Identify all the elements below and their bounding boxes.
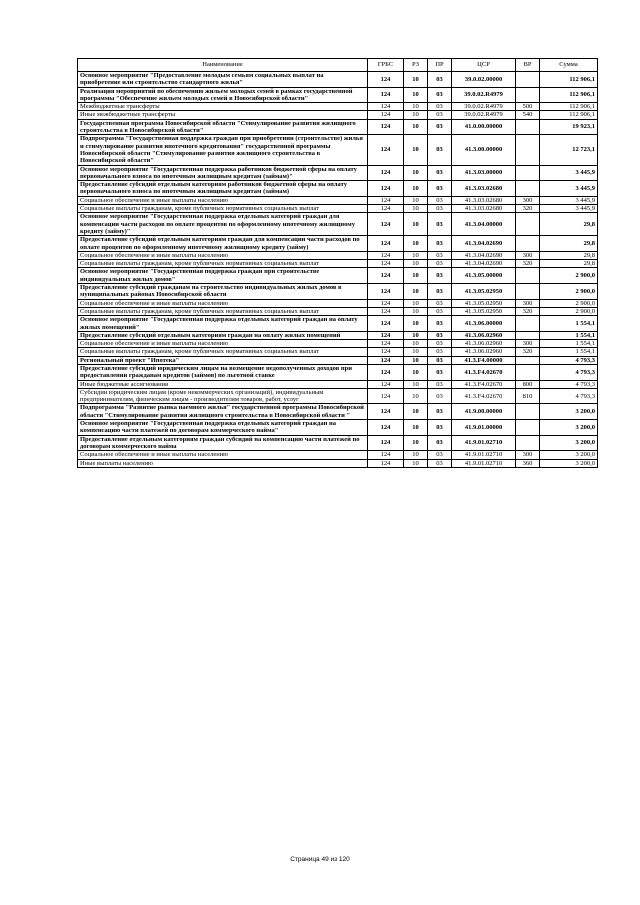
- cell-sum: 3 445,9: [540, 196, 598, 204]
- cell-vr: 320: [516, 205, 540, 213]
- cell-rz: 10: [404, 165, 428, 181]
- cell-pr: 03: [428, 316, 452, 332]
- cell-vr: [516, 435, 540, 451]
- cell-pr: 03: [428, 165, 452, 181]
- cell-vr: 300: [516, 299, 540, 307]
- cell-name: Социальное обеспечение и иные выплаты населению: [78, 451, 368, 459]
- cell-csr: 39.0.02.R4979: [452, 103, 516, 111]
- cell-rz: 10: [404, 420, 428, 436]
- cell-csr: 41.9.01.02710: [452, 451, 516, 459]
- cell-pr: 03: [428, 331, 452, 339]
- cell-csr: 39.0.02.R4979: [452, 87, 516, 103]
- cell-pr: 03: [428, 348, 452, 356]
- cell-sum: 3 200,0: [540, 459, 598, 467]
- cell-name: Социальное обеспечение и иные выплаты населению: [78, 251, 368, 259]
- cell-sum: 1 554,1: [540, 340, 598, 348]
- cell-name: Предоставление отдельным категориям граждан субсидий на компенсацию части платежей по договорам коммерческого найма: [78, 435, 368, 451]
- table-row: [78, 236, 598, 252]
- cell-rz: 10: [404, 284, 428, 300]
- cell-pr: 03: [428, 236, 452, 252]
- cell-vr: [516, 420, 540, 436]
- cell-vr: [516, 268, 540, 284]
- cell-rz: 10: [404, 213, 428, 236]
- cell-csr: 41.9.01.02710: [452, 435, 516, 451]
- cell-sum: 112 906,1: [540, 111, 598, 119]
- table-row: [78, 111, 598, 119]
- table-row: [78, 251, 598, 259]
- cell-sum: 2 900,0: [540, 299, 598, 307]
- cell-name: Социальные выплаты гражданам, кроме публичных нормативных социальных выплат: [78, 307, 368, 315]
- cell-csr: 41.9.01.00000: [452, 420, 516, 436]
- table-row: [78, 165, 598, 181]
- cell-sum: 2 900,0: [540, 284, 598, 300]
- cell-grbs: 124: [368, 213, 404, 236]
- cell-name: Реализация мероприятий по обеспечению жильем молодых семей в рамках государственной программы "Обеспечение жильем молодых семей в Новосибирской области": [78, 87, 368, 103]
- cell-rz: 10: [404, 316, 428, 332]
- cell-grbs: 124: [368, 268, 404, 284]
- cell-csr: 41.3.F4.00000: [452, 356, 516, 364]
- table-row: [78, 135, 598, 165]
- table-row: [78, 340, 598, 348]
- cell-sum: 2 900,0: [540, 268, 598, 284]
- cell-name: Государственная программа Новосибирской области "Стимулирование развития жилищного строительства в Новосибирской области": [78, 119, 368, 135]
- header-csr: ЦСР: [452, 59, 516, 72]
- cell-rz: 10: [404, 135, 428, 165]
- cell-vr: 300: [516, 340, 540, 348]
- cell-vr: [516, 213, 540, 236]
- cell-grbs: 124: [368, 251, 404, 259]
- cell-pr: 03: [428, 340, 452, 348]
- table-row: [78, 72, 598, 88]
- cell-pr: 03: [428, 435, 452, 451]
- table-row: [78, 205, 598, 213]
- cell-sum: 3 445,9: [540, 165, 598, 181]
- cell-grbs: 124: [368, 299, 404, 307]
- cell-name: Подпрограмма "Развитие рынка наемного жилья" государственной программы Новосибирской области "Стимулирование развития жилищного строительства в Новосибирской области ": [78, 404, 368, 420]
- cell-grbs: 124: [368, 356, 404, 364]
- cell-name: Основное мероприятие "Государственная поддержка работников бюджетной сферы на оплату первоначального взноса по ипотечным жилищным кредитам (займам)": [78, 165, 368, 181]
- table-header-row: [78, 59, 598, 72]
- cell-sum: 29,8: [540, 213, 598, 236]
- cell-pr: 03: [428, 307, 452, 315]
- cell-rz: 10: [404, 236, 428, 252]
- cell-grbs: 124: [368, 420, 404, 436]
- cell-csr: 41.3.06.02960: [452, 348, 516, 356]
- cell-csr: 41.9.01.02710: [452, 459, 516, 467]
- table-row: [78, 260, 598, 268]
- cell-grbs: 124: [368, 135, 404, 165]
- cell-grbs: 124: [368, 340, 404, 348]
- table-row: [78, 364, 598, 380]
- cell-vr: [516, 316, 540, 332]
- cell-csr: 41.3.04.02690: [452, 251, 516, 259]
- cell-pr: 03: [428, 251, 452, 259]
- cell-csr: 41.3.F4.02670: [452, 388, 516, 404]
- cell-grbs: 124: [368, 72, 404, 88]
- cell-name: Предоставление субсидий отдельным категориям граждан для компенсации части расходов по оплате процентов по оформленному ипотечному жилищному кредиту (займу): [78, 236, 368, 252]
- cell-sum: 112 906,1: [540, 87, 598, 103]
- cell-name: Предоставление субсидий отдельным категориям граждан на оплату жилых помещений: [78, 331, 368, 339]
- cell-grbs: 124: [368, 435, 404, 451]
- cell-pr: 03: [428, 103, 452, 111]
- table-row: [78, 356, 598, 364]
- table-row: [78, 103, 598, 111]
- cell-vr: [516, 181, 540, 197]
- cell-name: Основное мероприятие "Государственная поддержка отдельных категорий граждан на компенсацию части платежей по договорам коммерческого найма": [78, 420, 368, 436]
- cell-rz: 10: [404, 451, 428, 459]
- cell-pr: 03: [428, 284, 452, 300]
- cell-csr: 41.3.06.02960: [452, 340, 516, 348]
- table-row: [78, 87, 598, 103]
- cell-grbs: 124: [368, 404, 404, 420]
- cell-vr: [516, 165, 540, 181]
- cell-rz: 10: [404, 119, 428, 135]
- cell-name: Межбюджетные трансферты: [78, 103, 368, 111]
- cell-csr: 41.0.00.00000: [452, 119, 516, 135]
- cell-csr: 41.9.00.00000: [452, 404, 516, 420]
- cell-vr: [516, 236, 540, 252]
- cell-grbs: 124: [368, 388, 404, 404]
- cell-name: Региональный проект "Ипотека": [78, 356, 368, 364]
- cell-sum: 12 723,1: [540, 135, 598, 165]
- cell-sum: 3 200,0: [540, 451, 598, 459]
- cell-sum: 4 793,3: [540, 356, 598, 364]
- cell-vr: 320: [516, 260, 540, 268]
- cell-csr: 41.3.04.00000: [452, 213, 516, 236]
- cell-rz: 10: [404, 307, 428, 315]
- cell-pr: 03: [428, 87, 452, 103]
- cell-rz: 10: [404, 364, 428, 380]
- cell-rz: 10: [404, 260, 428, 268]
- table-row: [78, 316, 598, 332]
- cell-grbs: 124: [368, 103, 404, 111]
- table-row: [78, 380, 598, 388]
- cell-pr: 03: [428, 364, 452, 380]
- budget-table: [77, 58, 598, 468]
- cell-pr: 03: [428, 119, 452, 135]
- table-row: [78, 181, 598, 197]
- cell-grbs: 124: [368, 205, 404, 213]
- cell-vr: [516, 404, 540, 420]
- cell-csr: 41.3.05.00000: [452, 268, 516, 284]
- cell-grbs: 124: [368, 451, 404, 459]
- cell-csr: 41.3.04.02690: [452, 260, 516, 268]
- cell-grbs: 124: [368, 307, 404, 315]
- cell-grbs: 124: [368, 181, 404, 197]
- cell-vr: 500: [516, 103, 540, 111]
- cell-csr: 41.3.03.02680: [452, 196, 516, 204]
- cell-rz: 10: [404, 435, 428, 451]
- cell-pr: 03: [428, 111, 452, 119]
- cell-rz: 10: [404, 348, 428, 356]
- page-number: Страница 49 из 120: [290, 856, 350, 863]
- cell-rz: 10: [404, 268, 428, 284]
- cell-sum: 3 445,9: [540, 181, 598, 197]
- cell-rz: 10: [404, 356, 428, 364]
- cell-grbs: 124: [368, 364, 404, 380]
- cell-pr: 03: [428, 260, 452, 268]
- table-row: [78, 404, 598, 420]
- cell-grbs: 124: [368, 111, 404, 119]
- table-row: [78, 119, 598, 135]
- cell-name: Иные бюджетные ассигнования: [78, 380, 368, 388]
- cell-pr: 03: [428, 213, 452, 236]
- table-row: [78, 299, 598, 307]
- cell-name: Основное мероприятие "Государственная поддержка граждан при строительстве индивидуальных жилых домов": [78, 268, 368, 284]
- cell-vr: 360: [516, 459, 540, 467]
- cell-rz: 10: [404, 380, 428, 388]
- cell-sum: 3 200,0: [540, 420, 598, 436]
- cell-rz: 10: [404, 196, 428, 204]
- cell-name: Социальное обеспечение и иные выплаты населению: [78, 340, 368, 348]
- cell-vr: [516, 135, 540, 165]
- table-row: [78, 331, 598, 339]
- cell-csr: 41.3.06.00000: [452, 316, 516, 332]
- cell-rz: 10: [404, 205, 428, 213]
- cell-sum: 4 793,3: [540, 388, 598, 404]
- cell-grbs: 124: [368, 119, 404, 135]
- cell-vr: 800: [516, 380, 540, 388]
- header-grbs: ГРБС: [368, 59, 404, 72]
- cell-vr: 300: [516, 451, 540, 459]
- cell-sum: 29,8: [540, 251, 598, 259]
- cell-name: Социальные выплаты гражданам, кроме публичных нормативных социальных выплат: [78, 205, 368, 213]
- cell-sum: 19 923,1: [540, 119, 598, 135]
- cell-sum: 2 900,0: [540, 307, 598, 315]
- cell-csr: 41.3.05.02950: [452, 307, 516, 315]
- cell-name: Социальное обеспечение и иные выплаты населению: [78, 299, 368, 307]
- cell-grbs: 124: [368, 260, 404, 268]
- cell-rz: 10: [404, 404, 428, 420]
- table-row: [78, 213, 598, 236]
- header-rz: РЗ: [404, 59, 428, 72]
- table-row: [78, 451, 598, 459]
- cell-vr: [516, 119, 540, 135]
- cell-pr: 03: [428, 388, 452, 404]
- header-sum: Сумма: [540, 59, 598, 72]
- cell-name: Иные выплаты населению: [78, 459, 368, 467]
- cell-csr: 41.3.F4.02670: [452, 364, 516, 380]
- cell-rz: 10: [404, 299, 428, 307]
- cell-sum: 112 906,1: [540, 103, 598, 111]
- cell-csr: 39.0.02.00000: [452, 72, 516, 88]
- cell-grbs: 124: [368, 380, 404, 388]
- cell-csr: 41.3.03.02680: [452, 181, 516, 197]
- cell-pr: 03: [428, 356, 452, 364]
- cell-rz: 10: [404, 72, 428, 88]
- cell-name: Социальные выплаты гражданам, кроме публичных нормативных социальных выплат: [78, 260, 368, 268]
- cell-csr: 39.0.02.R4979: [452, 111, 516, 119]
- cell-name: Предоставление субсидий отдельным категориям работников бюджетной сферы на оплату первоначального взноса по ипотечным жилищным кредитам (займам): [78, 181, 368, 197]
- cell-vr: 300: [516, 251, 540, 259]
- table-row: [78, 388, 598, 404]
- cell-name: Субсидии юридическим лицам (кроме некоммерческих организаций), индивидуальным предпринимателям, физическим лицам - производителям товаров, работ, услуг: [78, 388, 368, 404]
- cell-pr: 03: [428, 196, 452, 204]
- cell-name: Иные межбюджетные трансферты: [78, 111, 368, 119]
- table-row: [78, 459, 598, 467]
- cell-name: Подпрограмма "Государственная поддержка граждан при приобретении (строительстве) жилья и стимулирование развития ипотечного кредитования" государственной программы Новосибирской области "Стимулирование развития жилищного строительства в Новосибирской области": [78, 135, 368, 165]
- cell-csr: 41.3.05.02950: [452, 299, 516, 307]
- cell-pr: 03: [428, 181, 452, 197]
- cell-rz: 10: [404, 251, 428, 259]
- cell-csr: 41.3.00.00000: [452, 135, 516, 165]
- cell-rz: 10: [404, 103, 428, 111]
- cell-grbs: 124: [368, 165, 404, 181]
- cell-pr: 03: [428, 299, 452, 307]
- cell-vr: [516, 364, 540, 380]
- cell-vr: 320: [516, 307, 540, 315]
- cell-pr: 03: [428, 420, 452, 436]
- cell-pr: 03: [428, 404, 452, 420]
- cell-name: Основное мероприятие "Государственная поддержка отдельных категорий граждан для компенсации части расходов по оплате процентов по оформленному ипотечному жилищному кредиту (займу)": [78, 213, 368, 236]
- cell-pr: 03: [428, 205, 452, 213]
- cell-vr: [516, 72, 540, 88]
- table-row: [78, 284, 598, 300]
- table-row: [78, 435, 598, 451]
- header-name: Наименование: [78, 59, 368, 72]
- cell-csr: 41.3.F4.02670: [452, 380, 516, 388]
- cell-rz: 10: [404, 181, 428, 197]
- cell-rz: 10: [404, 331, 428, 339]
- table-row: [78, 268, 598, 284]
- cell-name: Социальные выплаты гражданам, кроме публичных нормативных социальных выплат: [78, 348, 368, 356]
- cell-grbs: 124: [368, 316, 404, 332]
- cell-sum: 29,8: [540, 236, 598, 252]
- cell-sum: 1 554,1: [540, 316, 598, 332]
- cell-csr: 41.3.03.02680: [452, 205, 516, 213]
- cell-sum: 112 906,1: [540, 72, 598, 88]
- cell-sum: 1 554,1: [540, 348, 598, 356]
- cell-vr: [516, 331, 540, 339]
- cell-grbs: 124: [368, 236, 404, 252]
- table-row: [78, 307, 598, 315]
- header-vr: ВР: [516, 59, 540, 72]
- table-row: [78, 420, 598, 436]
- cell-csr: 41.3.03.00000: [452, 165, 516, 181]
- cell-sum: 29,8: [540, 260, 598, 268]
- cell-vr: 320: [516, 348, 540, 356]
- cell-pr: 03: [428, 380, 452, 388]
- cell-grbs: 124: [368, 348, 404, 356]
- cell-vr: [516, 87, 540, 103]
- table-row: [78, 348, 598, 356]
- cell-sum: 3 200,0: [540, 435, 598, 451]
- cell-pr: 03: [428, 268, 452, 284]
- cell-csr: 41.3.04.02690: [452, 236, 516, 252]
- header-pr: ПР: [428, 59, 452, 72]
- cell-vr: [516, 284, 540, 300]
- cell-rz: 10: [404, 388, 428, 404]
- cell-sum: 3 200,0: [540, 404, 598, 420]
- table-row: [78, 196, 598, 204]
- cell-vr: [516, 356, 540, 364]
- cell-vr: 540: [516, 111, 540, 119]
- table-body: [78, 72, 598, 468]
- cell-name: Социальное обеспечение и иные выплаты населению: [78, 196, 368, 204]
- cell-pr: 03: [428, 72, 452, 88]
- cell-grbs: 124: [368, 196, 404, 204]
- cell-name: Предоставление субсидий гражданам на строительство индивидуальных жилых домов в муниципальных районах Новосибирской области: [78, 284, 368, 300]
- cell-csr: 41.3.05.02950: [452, 284, 516, 300]
- cell-sum: 1 554,1: [540, 331, 598, 339]
- cell-sum: 3 445,9: [540, 205, 598, 213]
- cell-pr: 03: [428, 459, 452, 467]
- cell-sum: 4 793,3: [540, 364, 598, 380]
- cell-name: Основное мероприятие "Государственная поддержка отдельных категорий граждан на оплату жилых помещений": [78, 316, 368, 332]
- cell-pr: 03: [428, 451, 452, 459]
- cell-pr: 03: [428, 135, 452, 165]
- cell-grbs: 124: [368, 87, 404, 103]
- cell-grbs: 124: [368, 459, 404, 467]
- cell-name: Предоставление субсидий юридическим лицам на возмещение недополученных доходов при предоставлении гражданам кредитов (займов) по льготной ставке: [78, 364, 368, 380]
- cell-rz: 10: [404, 459, 428, 467]
- cell-grbs: 124: [368, 331, 404, 339]
- cell-name: Основное мероприятие "Предоставление молодым семьям социальных выплат на приобретение или строительство стандартного жилья": [78, 72, 368, 88]
- cell-grbs: 124: [368, 284, 404, 300]
- cell-vr: 300: [516, 196, 540, 204]
- cell-rz: 10: [404, 340, 428, 348]
- cell-csr: 41.3.06.02960: [452, 331, 516, 339]
- cell-sum: 4 793,3: [540, 380, 598, 388]
- cell-rz: 10: [404, 87, 428, 103]
- cell-vr: 810: [516, 388, 540, 404]
- cell-rz: 10: [404, 111, 428, 119]
